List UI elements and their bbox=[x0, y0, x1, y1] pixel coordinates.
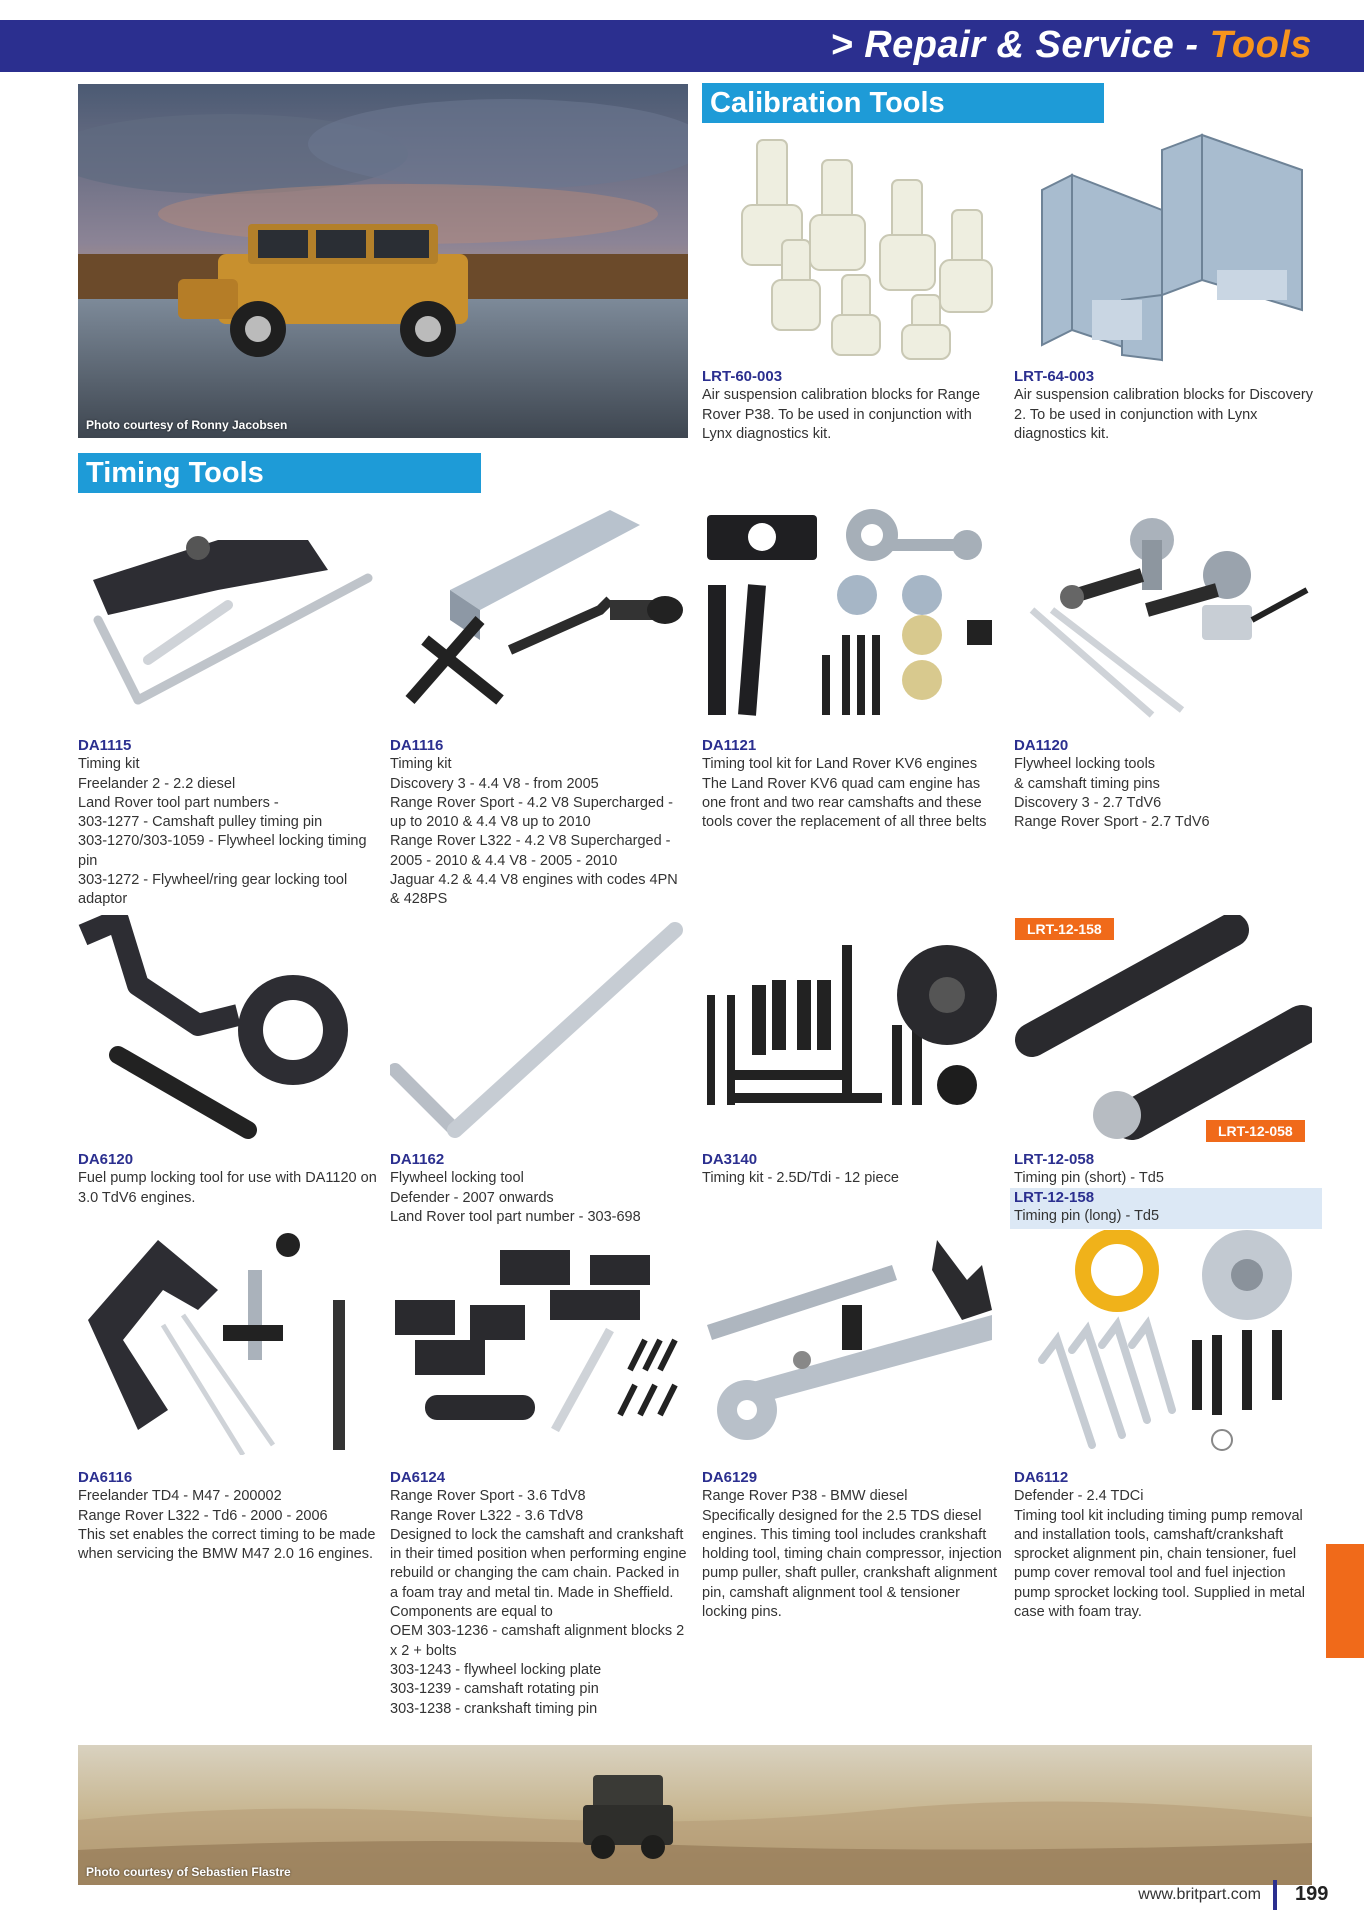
side-tab bbox=[1326, 1544, 1364, 1658]
product-description: Air suspension calibration blocks for Range Rover P38. To be used in conjunction with Lynx diagnostics kit. bbox=[702, 387, 981, 442]
product-lrt-12-058: LRT-12-058 Timing pin (short) - Td5 bbox=[1014, 1150, 1314, 1189]
page-title: > Repair & Service - Tools bbox=[830, 24, 1312, 66]
product-code: DA1162 bbox=[390, 1151, 445, 1168]
product-code: LRT-60-003 bbox=[702, 368, 783, 385]
product-da6129: DA6129 Range Rover P38 - BMW diesel Specifically designed for the 2.5 TDS diesel engines. This timing tool includes crankshaft holding tool, timing chain compressor, injection pump puller, shaft puller, crankshaft alignment pin, camshaft alignment tool & tensioner locking pins. bbox=[702, 1469, 1002, 1621]
product-code: LRT-64-003 bbox=[1014, 368, 1095, 385]
da6124-image bbox=[390, 1240, 690, 1450]
lrt-60-003-image bbox=[702, 130, 1002, 362]
photo-credit: Photo courtesy of Sebastien Flastre bbox=[86, 1865, 291, 1879]
product-code: LRT-12-058 bbox=[1014, 1151, 1095, 1168]
da1116-image bbox=[390, 500, 690, 730]
da6116-image bbox=[78, 1230, 378, 1455]
lrt-12-058-image bbox=[1012, 915, 1312, 1140]
product-code: DA6124 bbox=[390, 1469, 446, 1486]
product-code: DA1120 bbox=[1014, 737, 1069, 754]
footer-divider bbox=[1273, 1880, 1277, 1910]
product-code: DA3140 bbox=[702, 1151, 758, 1168]
product-da6112: DA6112 Defender - 2.4 TDCi Timing tool kit including timing pump removal and installation tools, camshaft/crankshaft sprocket alignment pin, chain tensioner, fuel pump cover removal tool and fuel injection pump sprocket locking tool. Supplied in metal case with foam tray. bbox=[1014, 1468, 1314, 1622]
footer-url[interactable]: www.britpart.com bbox=[1138, 1886, 1261, 1903]
photo-credit: Photo courtesy of Ronny Jacobsen bbox=[86, 418, 288, 432]
da1121-image bbox=[702, 505, 1002, 730]
desert-photo bbox=[78, 1745, 1312, 1885]
product-da3140: DA3140 Timing kit - 2.5D/Tdi - 12 piece bbox=[702, 1150, 1002, 1189]
product-code: DA1116 bbox=[390, 737, 444, 754]
product-code: DA6129 bbox=[702, 1469, 758, 1486]
product-da1115: DA1115 Timing kit Freelander 2 - 2.2 diesel Land Rover tool part numbers - 303-1277 - Camshaft pulley timing pin 303-1270/303-1059 - Flywheel locking timing pin 303-1272 - Flywheel/ring gear locking tool adaptor bbox=[78, 736, 378, 910]
product-code: DA6112 bbox=[1014, 1469, 1069, 1486]
da1115-image bbox=[78, 510, 378, 725]
tag-lrt-12-058: LRT-12-058 bbox=[1206, 1120, 1305, 1142]
da6129-image bbox=[702, 1235, 1002, 1455]
product-code: LRT-12-158 bbox=[1014, 1189, 1095, 1206]
product-da1116: DA1116 Timing kit Discovery 3 - 4.4 V8 - from 2005 Range Rover Sport - 4.2 V8 Supercharged - up to 2010 & 4.4 V8 up to 2010 Range Rover L322 - 4.2 V8 Supercharged - 2005 - 2010 & 4.4 V8 - 2005 - 2010 Jaguar 4.2 & 4.4 V8 engines with codes 4PN & 428PS bbox=[390, 736, 690, 910]
product-da1121: DA1121 Timing tool kit for Land Rover KV6 engines The Land Rover KV6 quad cam engine has one front and two rear camshafts and these tools cover the replacement of all three belts bbox=[702, 736, 1002, 832]
lrt-64-003-image bbox=[1012, 130, 1312, 362]
da6120-image bbox=[78, 915, 378, 1145]
section-header-calibration: Calibration Tools bbox=[702, 83, 1104, 123]
range-rover-photo bbox=[78, 84, 688, 438]
product-code: DA6120 bbox=[78, 1151, 134, 1168]
page-number: 199 bbox=[1295, 1883, 1329, 1905]
product-da6116: DA6116 Freelander TD4 - M47 - 200002 Range Rover L322 - Td6 - 2000 - 2006 This set enables the correct timing to be made when servicing the BMW M47 2.0 16 engines. bbox=[78, 1468, 378, 1564]
product-code: DA1115 bbox=[78, 737, 132, 754]
product-da1162: DA1162 Flywheel locking tool Defender - 2007 onwards Land Rover tool part number - 303-698 bbox=[390, 1150, 690, 1227]
section-header-timing: Timing Tools bbox=[78, 453, 481, 493]
tag-lrt-12-158: LRT-12-158 bbox=[1015, 918, 1114, 940]
da6112-image bbox=[1012, 1230, 1312, 1455]
product-code: DA1121 bbox=[702, 737, 757, 754]
product-da1120: DA1120 Flywheel locking tools & camshaft timing pins Discovery 3 - 2.7 TdV6 Range Rover Sport - 2.7 TdV6 bbox=[1014, 736, 1314, 832]
product-lrt-12-158: LRT-12-158 Timing pin (long) - Td5 bbox=[1010, 1188, 1322, 1229]
product-lrt-64-003 bbox=[1014, 367, 1314, 444]
product-da6124: DA6124 Range Rover Sport - 3.6 TdV8 Range Rover L322 - 3.6 TdV8 Designed to lock the camshaft and crankshaft in their timed position when performing engine rebuild or changing the cam chain. Packed in a foam tray and metal tin. Made in Sheffield. Components are equal to OEM 303-1236 - camshaft alignment blocks 2 x 2 + bolts 303-1243 - flywheel locking plate 303-1239 - camshaft rotating pin 303-1238 - crankshaft timing pin bbox=[390, 1468, 690, 1719]
da1120-image bbox=[1012, 500, 1312, 730]
da1162-image bbox=[390, 915, 690, 1145]
product-lrt-60-003 bbox=[702, 367, 1002, 444]
da3140-image bbox=[702, 935, 1002, 1135]
product-description: Air suspension calibration blocks for Discovery 2. To be used in conjunction with Lynx diagnostics kit. bbox=[1014, 387, 1313, 442]
product-da6120: DA6120 Fuel pump locking tool for use with DA1120 on 3.0 TdV6 engines. bbox=[78, 1151, 377, 1206]
product-code: DA6116 bbox=[78, 1469, 133, 1486]
